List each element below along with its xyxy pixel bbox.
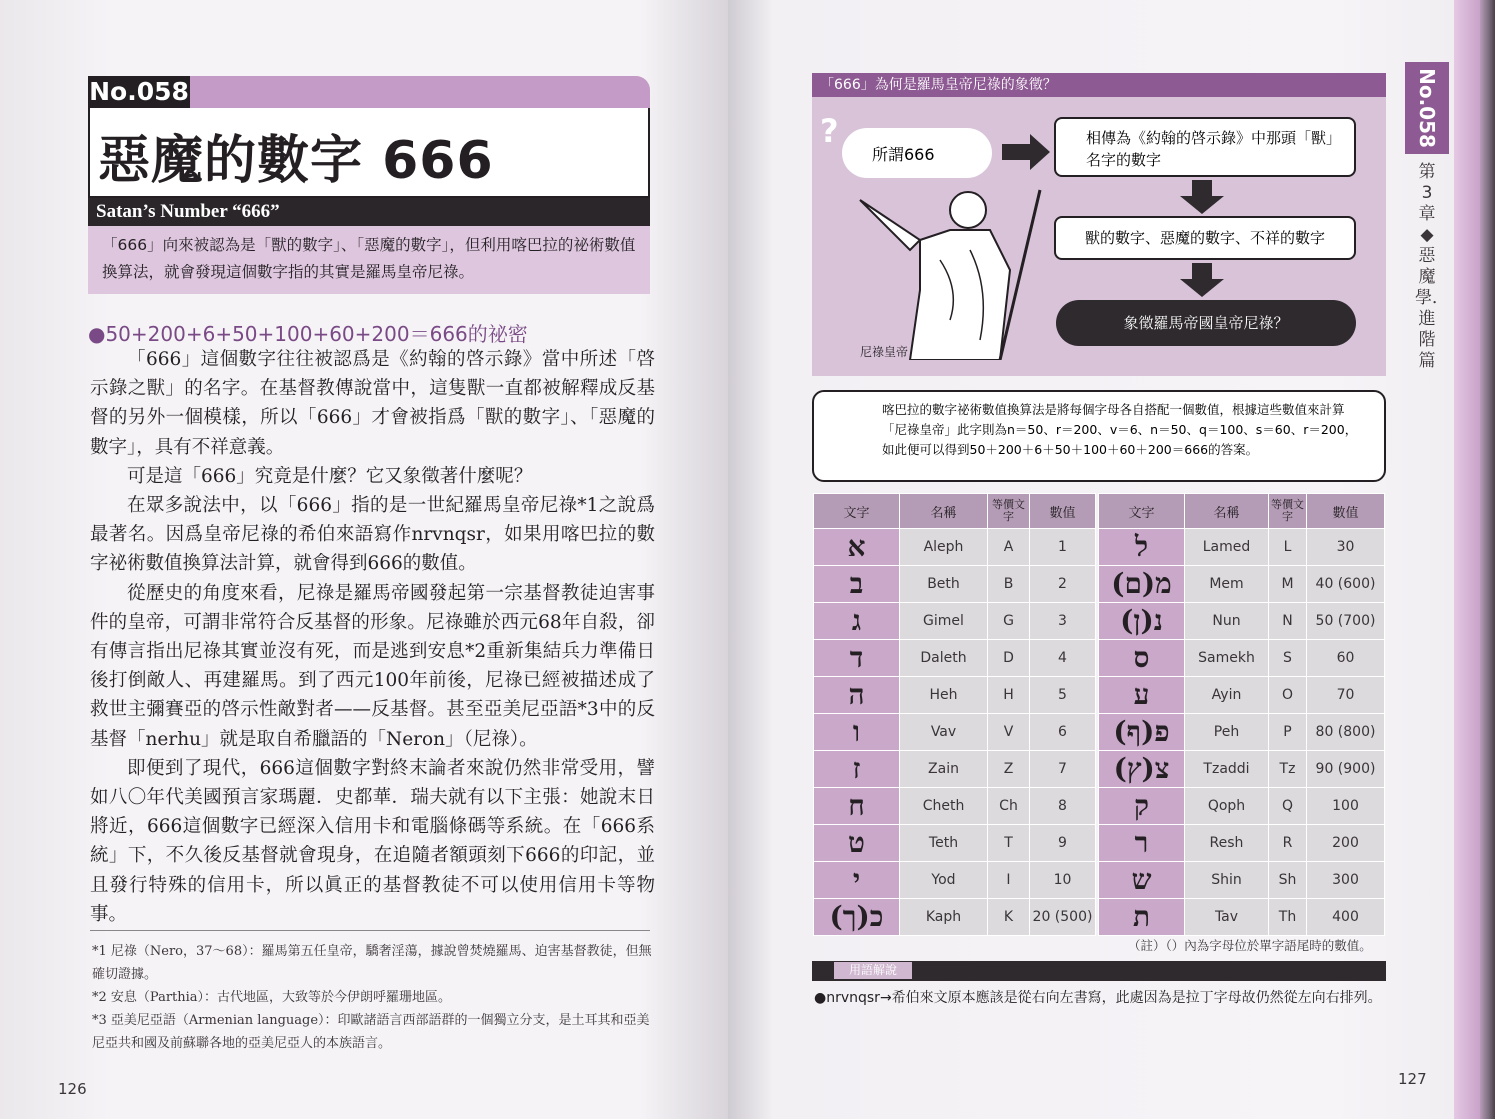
letter-name: Tav (1185, 899, 1269, 936)
equivalent-letter: Ch (988, 788, 1030, 825)
side-tab-chapter: 第3章◆惡魔學．進階篇 (1415, 162, 1449, 371)
tag-bar (190, 76, 650, 108)
table-row (814, 751, 1096, 788)
letter-value: 20 (500) (1030, 899, 1096, 936)
equivalent-letter: K (988, 899, 1030, 936)
letter-name: Gimel (900, 603, 988, 640)
equivalent-letter: Th (1269, 899, 1307, 936)
glossary-header: 用語解說 (834, 962, 912, 979)
letter-name: Yod (900, 862, 988, 899)
table-row (1099, 677, 1385, 714)
page-number-right: 127 (1398, 1070, 1427, 1088)
letter-value: 200 (1307, 825, 1385, 862)
col-header-equivalent: 等價文字 (1269, 494, 1307, 529)
illustration-caption: 尼祿皇帝 (860, 345, 909, 359)
table-row (1099, 899, 1385, 936)
hebrew-letter: מ(ם) (1099, 566, 1185, 603)
letter-value: 6 (1030, 714, 1096, 751)
col-header-name: 名稱 (900, 494, 988, 529)
letter-value: 30 (1307, 529, 1385, 566)
letter-name: Peh (1185, 714, 1269, 751)
equivalent-letter: M (1269, 566, 1307, 603)
col-header-equivalent: 等價文字 (988, 494, 1030, 529)
letter-name: Vav (900, 714, 988, 751)
letter-value: 9 (1030, 825, 1096, 862)
footnote: *2 安息（Parthia）：古代地區，大致等於今伊朗呼羅珊地區。 (92, 990, 452, 1005)
letter-value: 60 (1307, 640, 1385, 677)
equivalent-letter: I (988, 862, 1030, 899)
letter-value: 80 (800) (1307, 714, 1385, 751)
table-row (814, 862, 1096, 899)
letter-name: Lamed (1185, 529, 1269, 566)
equivalent-letter: N (1269, 603, 1307, 640)
explanation-note: 喀巴拉的數字祕術數值換算法是將每個字母各自搭配一個數值，根據這些數值來計算「尼祿皇帝」此字則為n＝50、r＝200、v＝6、n＝50、q＝100、s＝60、r＝200，如此便可以得到50＋200＋6＋50＋100＋60＋200＝666的答案。 (812, 390, 1386, 482)
letter-value: 3 (1030, 603, 1096, 640)
letter-value: 10 (1030, 862, 1096, 899)
table-header-row (1099, 494, 1385, 529)
letter-value: 1 (1030, 529, 1096, 566)
hebrew-letter: ח (814, 788, 900, 825)
col-header-value: 數值 (1030, 494, 1096, 529)
letter-value: 40 (600) (1307, 566, 1385, 603)
equivalent-letter: P (1269, 714, 1307, 751)
equivalent-letter: S (1269, 640, 1307, 677)
paragraph: 可是這「666」究竟是什麼？它又象徵著什麼呢？ (127, 465, 533, 487)
equivalent-letter: V (988, 714, 1030, 751)
equivalent-letter: O (1269, 677, 1307, 714)
definition-box: 相傳為《約翰的啓示錄》中那頭「獸」名字的數字 (1054, 117, 1356, 177)
letter-name: Nun (1185, 603, 1269, 640)
table-row (814, 677, 1096, 714)
table-row (1099, 788, 1385, 825)
arrow-down-icon (1180, 263, 1224, 297)
equivalent-letter: R (1269, 825, 1307, 862)
hebrew-letter: ר (1099, 825, 1185, 862)
paragraph: 即便到了現代，666這個數字對終末論者來說仍然非常受用，譬如八〇年代美國預言家瑪麗．史都華．瑞夫就有以下主張：她說末日將近，666這個數字已經深入信用卡和電腦條碼等系統。在「666系統」下，不久後反基督就會現身，在追隨者額頭刻下666的印記，並且發行特殊的信用卡，所以眞正的基督教徒不可以使用信用卡等物事。 (90, 757, 655, 925)
hebrew-letter: ג (814, 603, 900, 640)
letter-value: 50 (700) (1307, 603, 1385, 640)
letter-value: 90 (900) (1307, 751, 1385, 788)
intro-summary: 「666」向來被認為是「獸的數字」、「惡魔的數字」，但利用喀巴拉的祕術數值換算法，就會發現這個數字指的其實是羅馬皇帝尼祿。 (88, 226, 650, 294)
footnote-rule (90, 930, 650, 931)
hebrew-letter: נ(ן) (1099, 603, 1185, 640)
table-row (1099, 566, 1385, 603)
article-subtitle: Satan’s Number “666” (88, 198, 650, 226)
letter-value: 100 (1307, 788, 1385, 825)
letter-name: Samekh (1185, 640, 1269, 677)
letter-name: Mem (1185, 566, 1269, 603)
hebrew-letter: כ(ך) (814, 899, 900, 936)
table-row (1099, 603, 1385, 640)
hebrew-table-left (813, 493, 1096, 936)
table-row (814, 640, 1096, 677)
equivalent-letter: D (988, 640, 1030, 677)
hebrew-letter: צ(ץ) (1099, 751, 1185, 788)
page-number-left: 126 (58, 1080, 87, 1098)
hebrew-letter: ת (1099, 899, 1185, 936)
letter-value: 7 (1030, 751, 1096, 788)
table-header-row (814, 494, 1096, 529)
symbol-blob: 象徵羅馬帝國皇帝尼祿？ (1056, 300, 1356, 346)
glossary-header-bar (812, 961, 1386, 981)
letter-value: 8 (1030, 788, 1096, 825)
table-row (1099, 751, 1385, 788)
letter-name: Shin (1185, 862, 1269, 899)
hebrew-letter: ע (1099, 677, 1185, 714)
equivalent-letter: A (988, 529, 1030, 566)
equivalent-letter: Z (988, 751, 1030, 788)
question-mark-icon: ? (820, 112, 839, 150)
chapter-sidebar (1454, 0, 1480, 1119)
meaning-box: 獸的數字、惡魔的數字、不祥的數字 (1054, 216, 1356, 260)
letter-name: Kaph (900, 899, 988, 936)
letter-name: Heh (900, 677, 988, 714)
body-text (90, 345, 655, 929)
table-row (814, 566, 1096, 603)
equivalent-letter: H (988, 677, 1030, 714)
section-heading: ●50+200+6+50+100+60+200＝666的祕密 (88, 322, 528, 346)
emperor-illustration (850, 180, 1050, 360)
hebrew-letter: ט (814, 825, 900, 862)
letter-name: Cheth (900, 788, 988, 825)
equivalent-letter: Q (1269, 788, 1307, 825)
hebrew-letter: ש (1099, 862, 1185, 899)
letter-value: 4 (1030, 640, 1096, 677)
paragraph: 在眾多說法中，以「666」指的是一世紀羅馬皇帝尼祿*1之說爲最著名。因爲皇帝尼祿的希伯來語寫作nrvnqsr，如果用喀巴拉的數字祕術數值換算法計算，就會得到666的數值。 (90, 495, 655, 575)
table-row (814, 603, 1096, 640)
equivalent-letter: Sh (1269, 862, 1307, 899)
letter-name: Resh (1185, 825, 1269, 862)
hebrew-letter: ק (1099, 788, 1185, 825)
letter-value: 300 (1307, 862, 1385, 899)
letter-value: 2 (1030, 566, 1096, 603)
arrow-right-icon (1002, 134, 1050, 170)
hebrew-table-right (1098, 493, 1385, 936)
footnotes (92, 940, 652, 1055)
article-title: 惡魔的數字 666 (98, 131, 494, 191)
article-number-tag: No.058 (89, 77, 189, 106)
table-row (814, 825, 1096, 862)
table-row (1099, 640, 1385, 677)
hebrew-letter: א (814, 529, 900, 566)
table-row (814, 788, 1096, 825)
arrow-down-icon (1180, 180, 1224, 214)
equivalent-letter: T (988, 825, 1030, 862)
col-header-glyph: 文字 (1099, 494, 1185, 529)
letter-name: Teth (900, 825, 988, 862)
hebrew-letter: ז (814, 751, 900, 788)
side-tab-number-box (1405, 62, 1449, 154)
footnote: *1 尼祿（Nero，37～68）：羅馬第五任皇帝，驕奢淫蕩，據說曾焚燒羅馬、迫害基督教徒，但無確切證據。 (92, 944, 652, 982)
table-footnote: （註）（）內為字母位於單字語尾時的數值。 (1128, 938, 1372, 953)
side-chapter-tab (1405, 62, 1449, 371)
col-header-glyph: 文字 (814, 494, 900, 529)
equivalent-letter: L (1269, 529, 1307, 566)
hebrew-letter: י (814, 862, 900, 899)
table-row (1099, 529, 1385, 566)
letter-name: Zain (900, 751, 988, 788)
col-header-value: 數值 (1307, 494, 1385, 529)
table-row (814, 899, 1096, 936)
table-row (1099, 714, 1385, 751)
equivalent-letter: G (988, 603, 1030, 640)
table-row (1099, 825, 1385, 862)
hebrew-letter: ל (1099, 529, 1185, 566)
letter-value: 400 (1307, 899, 1385, 936)
cloud-text: 所謂666 (872, 145, 935, 164)
equivalent-letter: Tz (1269, 751, 1307, 788)
letter-value: 70 (1307, 677, 1385, 714)
letter-name: Aleph (900, 529, 988, 566)
side-tab-number: No.058 (1415, 68, 1439, 148)
equivalent-letter: B (988, 566, 1030, 603)
letter-value: 5 (1030, 677, 1096, 714)
letter-name: Beth (900, 566, 988, 603)
table-row (1099, 862, 1385, 899)
page-edge (1480, 0, 1495, 1119)
paragraph: 從歷史的角度來看，尼祿是羅馬帝國發起第一宗基督教徒迫害事件的皇帝，可謂非常符合反基督的形象。尼祿雖於西元68年自殺，卻有傳言指出尼祿其實並沒有死，而是逃到安息*2重新集結兵力準備日後打倒敵人、再建羅馬。到了西元100年前後，尼祿已經被描述成了救世主彌賽亞的啓示性敵對者——反基督。甚至亞美尼亞語*3中的反基督「nerhu」就是取自希臘語的「Neron」（尼祿）。 (90, 582, 655, 750)
letter-name: Ayin (1185, 677, 1269, 714)
col-header-name: 名稱 (1185, 494, 1269, 529)
letter-name: Daleth (900, 640, 988, 677)
table-row (814, 714, 1096, 751)
diagram-header: 「666」為何是羅馬皇帝尼祿的象徵？ (812, 73, 1386, 97)
hebrew-letter: ב (814, 566, 900, 603)
letter-name: Qoph (1185, 788, 1269, 825)
table-row (814, 529, 1096, 566)
hebrew-letter: ס (1099, 640, 1185, 677)
hebrew-letter: ו (814, 714, 900, 751)
cloud-bubble (842, 128, 992, 178)
hebrew-letter: ד (814, 640, 900, 677)
paragraph: 「666」這個數字往往被認爲是《約翰的啓示錄》當中所述「啓示錄之獸」的名字。在基督教傳說當中，這隻獸一直都被解釋成反基督的另外一個模樣，所以「666」才會被指爲「獸的數字」、「惡魔的數字」，具有不祥意義。 (90, 349, 655, 458)
hebrew-letter: ה (814, 677, 900, 714)
hebrew-letter: פ(ף) (1099, 714, 1185, 751)
glossary-text: ●nrvnqsr→希伯來文原本應該是從右向左書寫，此處因為是拉丁字母故仍然從左向右排列。 (814, 990, 1382, 1006)
letter-name: Tzaddi (1185, 751, 1269, 788)
footnote: *3 亞美尼亞語（Armenian language）：印歐諸語言西部語群的一個獨立分支，是土耳其和亞美尼亞共和國及前蘇聯各地的亞美尼亞人的本族語言。 (92, 1013, 650, 1051)
